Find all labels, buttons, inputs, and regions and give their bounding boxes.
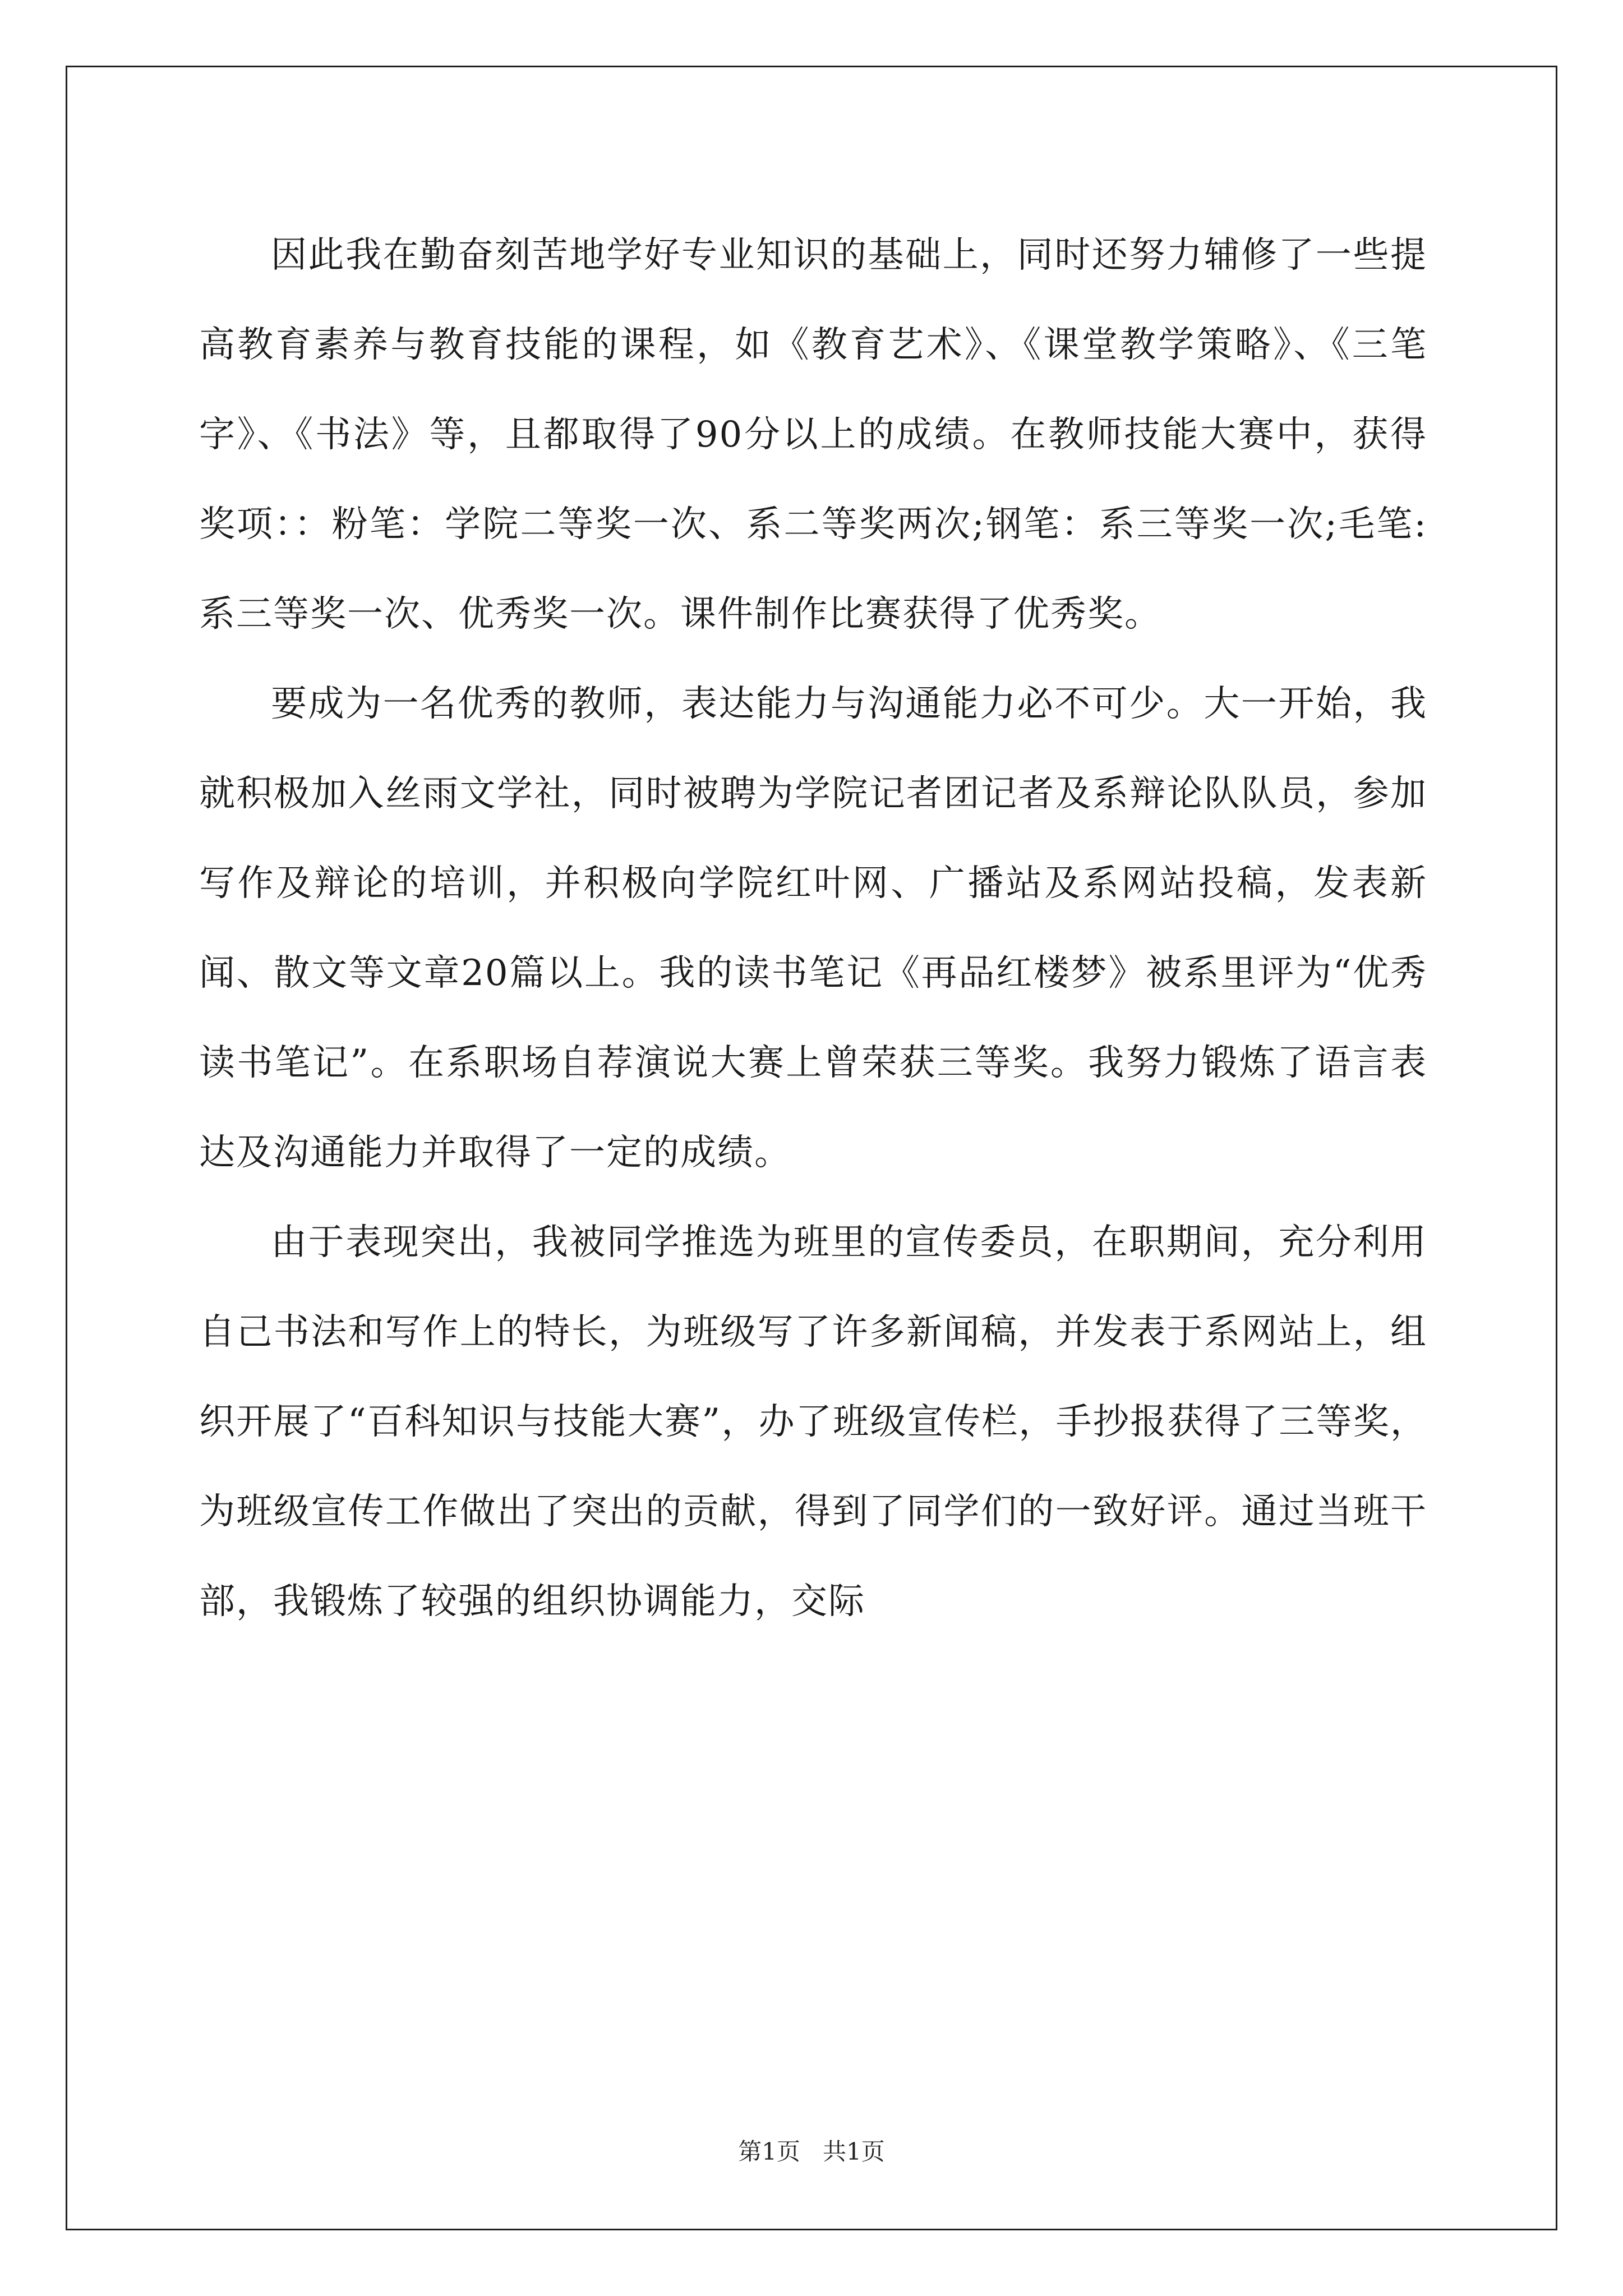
page-footer — [0, 2135, 1623, 2169]
document-body — [199, 210, 1427, 1646]
paragraph-2: 要成为一名优秀的教师，表达能力与沟通能力必不可少。大一开始，我就积极加入丝雨文学社，同时被聘为学院记者团记者及系辩论队队员，参加写作及辩论的培训，并积极向学院红叶网、广播站及系网站投稿，发表新闻、散文等文章20篇以上。我的读书笔记《再品红楼梦》被系里评为“优秀读书笔记”。在系职场自荐演说大赛上曾荣获三等奖。我努力锻炼了语言表达及沟通能力并取得了一定的成绩。 — [199, 683, 1427, 1174]
page-number-current: 第1页 — [738, 2138, 800, 2165]
paragraph-3: 由于表现突出，我被同学推选为班里的宣传委员，在职期间，充分利用自己书法和写作上的特长，为班级写了许多新闻稿，并发表于系网站上，组织开展了“百科知识与技能大赛”，办了班级宣传栏，手抄报获得了三等奖，为班级宣传工作做出了突出的贡献，得到了同学们的一致好评。通过当班干部，我锻炼了较强的组织协调能力，交际 — [199, 1222, 1427, 1622]
paragraph-1: 因此我在勤奋刻苦地学好专业知识的基础上，同时还努力辅修了一些提高教育素养与教育技能的课程，如《教育艺术》、《课堂教学策略》、《三笔字》、《书法》等，且都取得了90分以上的成绩。在教师技能大赛中，获得奖项：：粉笔：学院二等奖一次、系二等奖两次;钢笔：系三等奖一次;毛笔:系三等奖一次、优秀奖一次。课件制作比赛获得了优秀奖。 — [199, 234, 1427, 635]
page-number-total: 共1页 — [823, 2138, 885, 2165]
